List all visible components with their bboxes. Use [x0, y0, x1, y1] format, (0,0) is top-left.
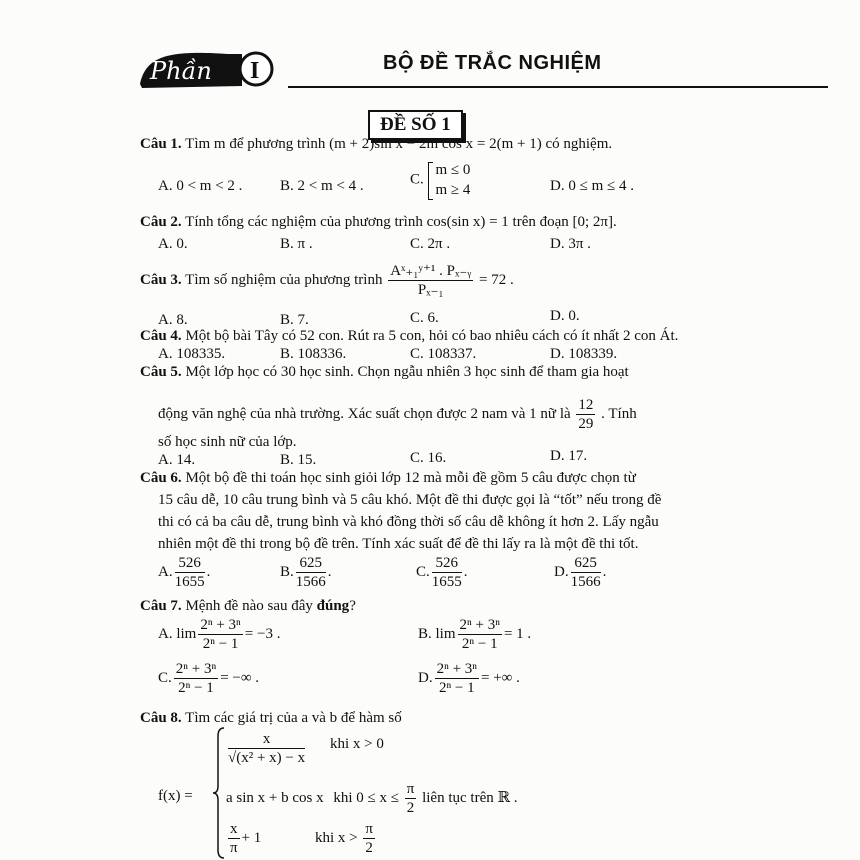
q2-option-b: B. π .	[280, 236, 313, 252]
question-4	[140, 326, 678, 346]
question-text: . Tính	[601, 405, 637, 422]
lim-symbol: lim	[435, 625, 456, 642]
case-2	[226, 780, 517, 817]
question-5-line3: số học sinh nữ của lớp.	[158, 434, 297, 450]
q6-option-b: B. $\frac{625}{1566}$ .	[280, 555, 332, 590]
question-5-line2	[158, 396, 637, 433]
plus-one: + 1	[241, 829, 262, 846]
option-c-line2: m ≥ 4	[435, 182, 471, 198]
numerator: x	[228, 730, 305, 749]
numerator: 625	[571, 554, 601, 573]
numerator: 2ⁿ + 3ⁿ	[200, 617, 241, 633]
denominator: 2	[365, 840, 373, 856]
bracket	[428, 160, 471, 200]
question-text: Tìm các giá trị của a và b để hàm số	[185, 710, 402, 726]
q2-option-a: A. 0.	[158, 236, 188, 252]
option-tail: = +∞ .	[481, 669, 520, 686]
q1-option-d: D. 0 ≤ m ≤ 4 .	[550, 178, 634, 194]
denominator: 1655	[431, 574, 462, 590]
q3-option-b: B. 7.	[280, 312, 309, 328]
q2-option-d: D. 3π .	[550, 236, 591, 252]
denominator: 2ⁿ − 1	[202, 636, 239, 652]
case-2-condition: khi 0 ≤ x ≤	[333, 789, 400, 806]
question-6	[140, 468, 636, 488]
question-text: Một bộ bài Tây có 52 con. Rút ra 5 con, hỏi có bao nhiêu cách có ít nhất 2 con Át.	[185, 328, 679, 344]
q7-option-a: A. lim $\frac{\text{2ⁿ + 3ⁿ}}{\text{2ⁿ − 1}}$ = −3 .	[158, 617, 281, 652]
continuity-text: liên tục trên ℝ .	[422, 789, 518, 806]
denominator: √(x² + x) − x	[228, 750, 306, 766]
question-1	[140, 134, 612, 154]
header-rule	[288, 86, 828, 88]
q3-option-c: C. 6.	[410, 310, 439, 326]
question-label: Câu 1.	[140, 136, 182, 152]
q4-option-c: C. 108337.	[410, 346, 477, 362]
denominator: Pₓ₋₁	[417, 282, 444, 298]
numerator: 625	[296, 554, 326, 573]
q5-option-b: B. 15.	[280, 452, 317, 468]
question-text: Tìm m để phương trình (m + 2)sin x − 2m cos x = 2(m + 1) có nghiệm.	[185, 136, 613, 152]
phan-badge	[138, 48, 276, 90]
denominator: 29	[578, 416, 594, 432]
q6-option-a: A. $\frac{526}{1655}$ .	[158, 555, 211, 590]
question-2	[140, 212, 617, 232]
question-6-line4: nhiên một đề thi trong bộ đề trên. Tính xác suất để đề thi lấy ra là một đề thi tốt.	[158, 536, 639, 552]
svg-text:Phần: Phần	[150, 57, 212, 85]
option-tail: = −3 .	[244, 625, 281, 642]
denominator: π	[229, 840, 238, 856]
question-text: động văn nghệ của nhà trường. Xác suất chọn được 2 nam và 1 nữ là	[158, 405, 571, 422]
numerator: Aˣ₊₁ʸ⁺¹ . Pₓ₋ᵧ	[390, 263, 472, 279]
q4-option-b: B. 108336.	[280, 346, 347, 362]
q3-option-a: A. 8.	[158, 312, 188, 328]
function-name: f(x) =	[158, 788, 193, 804]
numerator: 12	[578, 397, 594, 413]
numerator: π	[365, 821, 373, 837]
q4-option-a: A. 108335.	[158, 346, 226, 362]
question-text: Tính tổng các nghiệm của phương trình cos(sin x) = 1 trên đoạn [0; 2π].	[185, 214, 617, 230]
question-text: Mệnh đề nào sau đây	[185, 598, 313, 614]
question-8	[140, 708, 402, 728]
question-label: Câu 2.	[140, 214, 182, 230]
exam-number-box: ĐỀ SỐ 1	[368, 110, 463, 140]
page-title: BỘ ĐỀ TRẮC NGHIỆM	[383, 52, 602, 74]
question-text: Tìm số nghiệm của phương trình	[185, 271, 383, 288]
question-5	[140, 362, 629, 382]
numerator: 2ⁿ + 3ⁿ	[436, 661, 478, 677]
q1-option-c	[410, 160, 470, 200]
question-7	[140, 596, 356, 616]
question-label: Câu 4.	[140, 328, 182, 344]
q1-option-a: A. 0 < m < 2 .	[158, 178, 243, 194]
equation-tail: = 72 .	[479, 271, 514, 288]
piecewise-brace	[212, 726, 226, 860]
numerator: π	[406, 781, 415, 797]
question-label: Câu 5.	[140, 364, 182, 380]
q5-option-d: D. 17.	[550, 448, 588, 464]
case-1	[226, 730, 384, 767]
case-1-condition: khi x > 0	[330, 736, 384, 752]
numerator: 526	[175, 554, 205, 573]
question-mark: ?	[349, 598, 356, 614]
fraction	[388, 262, 473, 299]
section-header	[138, 48, 690, 92]
question-label: Câu 3.	[140, 271, 182, 288]
svg-text:I: I	[250, 58, 260, 84]
q5-option-c: C. 16.	[410, 450, 447, 466]
option-c-line1: m ≤ 0	[435, 162, 471, 178]
case-3-condition: khi x >	[314, 829, 358, 846]
question-3	[140, 262, 514, 299]
question-label: Câu 6.	[140, 470, 182, 486]
question-6-line2: 15 câu dễ, 10 câu trung bình và 5 câu khó. Một đề thi được gọi là “tốt” nếu trong đề	[158, 492, 662, 508]
q3-option-d: D. 0.	[550, 308, 580, 324]
question-6-line3: thi có cả ba câu dễ, trung bình và khó đồng thời số câu dễ không ít hơn 2. Lấy ngẫu	[158, 514, 659, 530]
denominator: 2ⁿ − 1	[178, 680, 214, 696]
question-label: Câu 8.	[140, 710, 182, 726]
q7-option-c: C. $\frac{\text{2ⁿ + 3ⁿ}}{\text{2ⁿ − 1}}$ = −∞ .	[158, 661, 260, 696]
emphasis: đúng	[316, 598, 350, 614]
numerator: 2ⁿ + 3ⁿ	[459, 617, 500, 633]
denominator: 2	[406, 800, 415, 816]
q1-option-b: B. 2 < m < 4 .	[280, 178, 364, 194]
option-tail: = −∞ .	[220, 669, 260, 686]
option-tail: = 1 .	[503, 625, 532, 642]
denominator: 1566	[295, 574, 326, 590]
lim-symbol: lim	[176, 625, 197, 642]
case-3	[226, 820, 377, 857]
denominator: 2ⁿ − 1	[438, 680, 475, 696]
q6-option-c: C. $\frac{526}{1655}$ .	[416, 555, 468, 590]
q4-option-d: D. 108339.	[550, 346, 618, 362]
numerator: 526	[432, 554, 462, 573]
question-text: Một bộ đề thi toán học sinh giỏi lớp 12 mà mỗi đề gồm 5 câu được chọn từ	[185, 470, 636, 486]
case-2-expr: a sin x + b cos x	[226, 789, 324, 806]
fraction	[576, 396, 595, 433]
denominator: 1566	[570, 574, 601, 590]
question-label: Câu 7.	[140, 598, 182, 614]
q7-option-d: D. $\frac{\text{2ⁿ + 3ⁿ}}{\text{2ⁿ − 1}}$ = +∞ .	[418, 661, 520, 696]
q6-option-d: D. $\frac{625}{1566}$ .	[554, 555, 607, 590]
question-text: Một lớp học có 30 học sinh. Chọn ngẫu nhiên 3 học sinh để tham gia hoạt	[185, 364, 629, 380]
denominator: 2ⁿ − 1	[461, 636, 498, 652]
q7-option-b: B. lim $\frac{\text{2ⁿ + 3ⁿ}}{\text{2ⁿ − 1}}$ = 1 .	[418, 617, 532, 652]
numerator: 2ⁿ + 3ⁿ	[175, 661, 217, 677]
q2-option-c: C. 2π .	[410, 236, 451, 252]
denominator: 1655	[174, 574, 205, 590]
numerator: x	[230, 821, 238, 837]
q5-option-a: A. 14.	[158, 452, 196, 468]
option-label: C.	[410, 171, 424, 188]
